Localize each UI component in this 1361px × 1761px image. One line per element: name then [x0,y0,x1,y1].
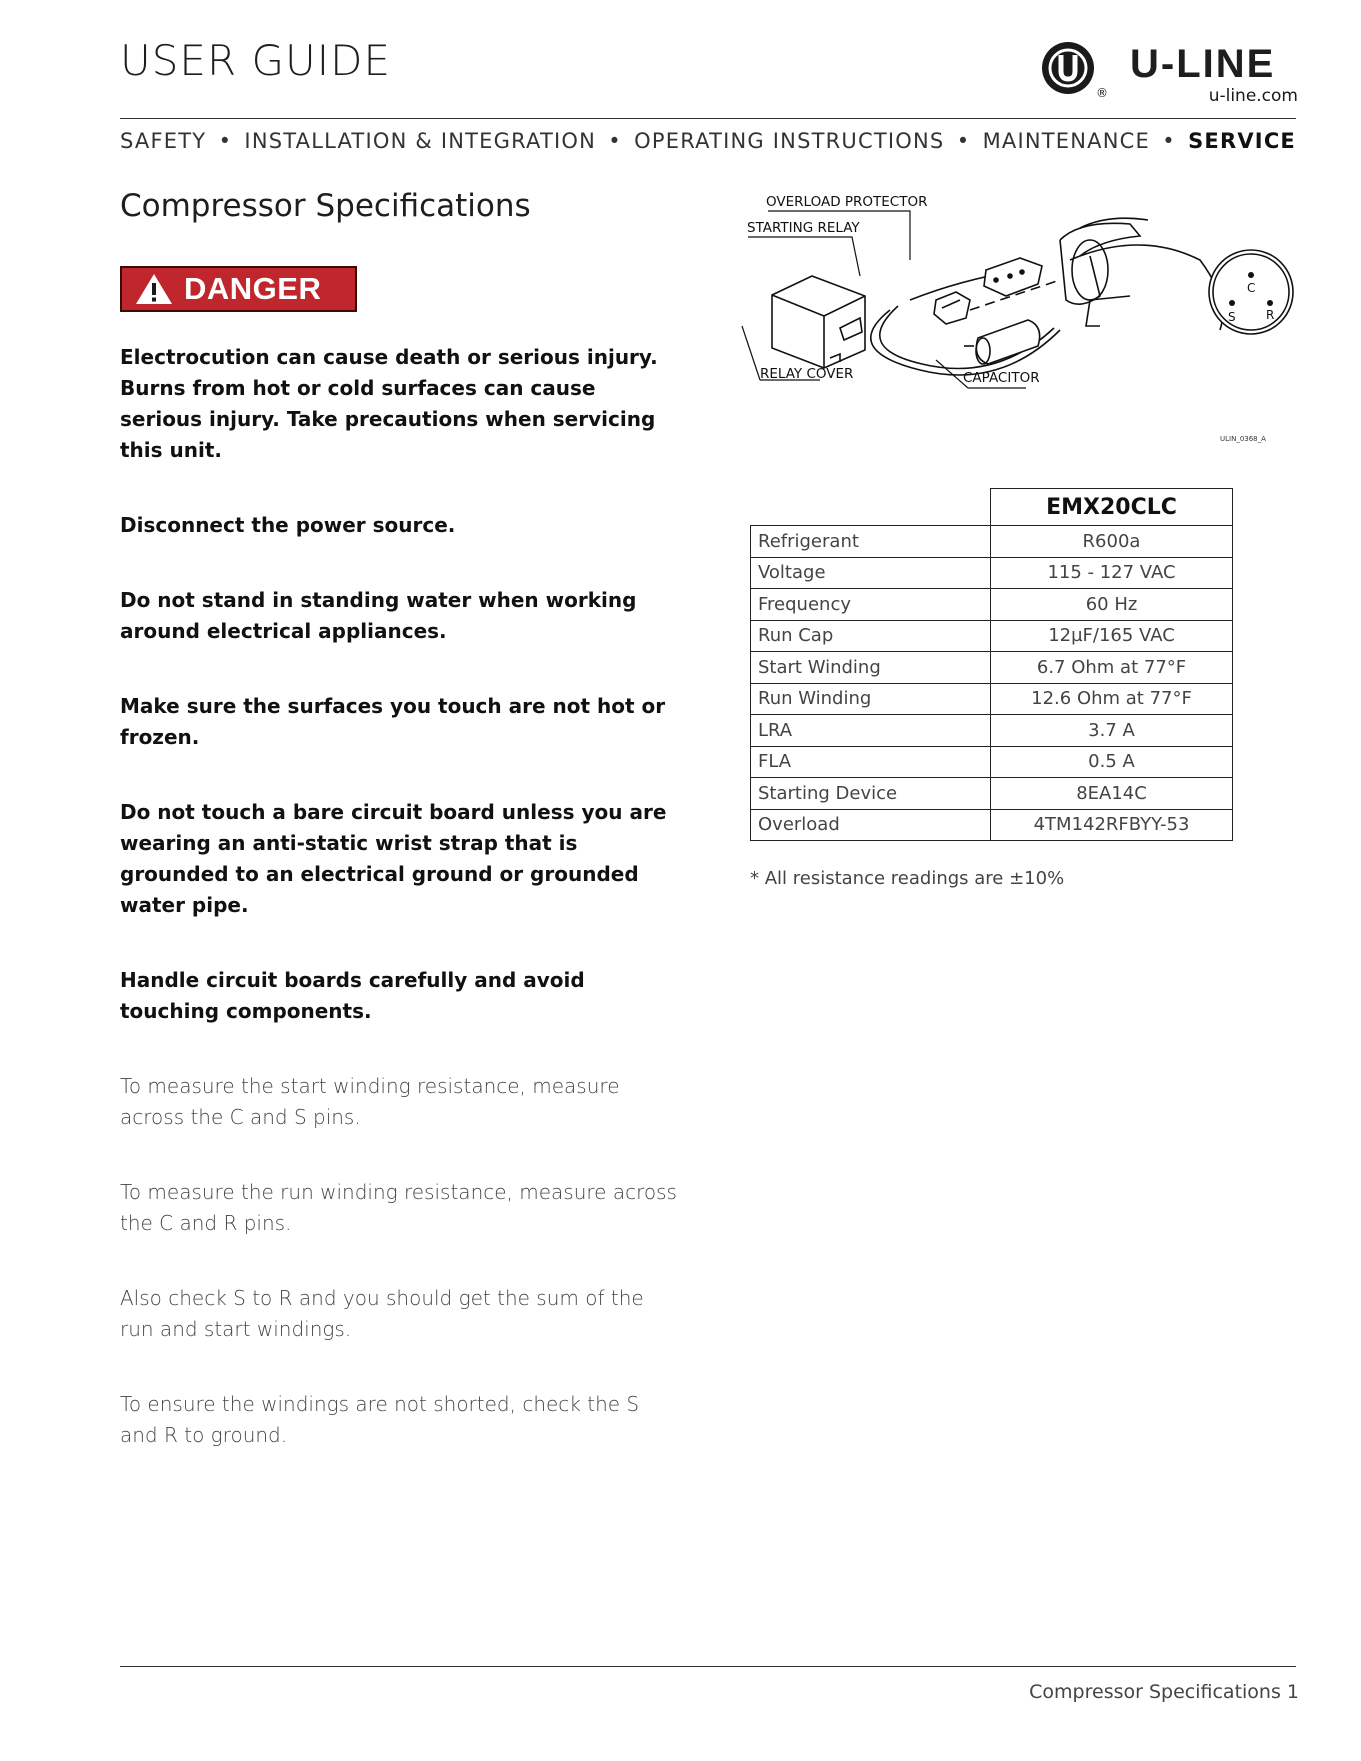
spec-label: Overload [751,809,991,841]
label-pin-c: C [1247,281,1256,295]
document-title: USER GUIDE [120,36,392,85]
table-row [751,809,1233,841]
table-corner [751,489,991,526]
table-row [751,589,1233,621]
nav-separator: • [608,129,622,153]
spec-label: Frequency [751,589,991,621]
warning-paragraph: Electrocution can cause death or serious injury. Burns from hot or cold surfaces can cause serious injury. Take precautions when servicing this unit. [120,345,658,462]
nav-separator: • [956,129,971,153]
section-title: Compressor Specifications [120,188,531,224]
compressor-spec-table [750,488,1233,841]
table-row [751,526,1233,558]
brand-logo[interactable] [1038,38,1298,112]
spec-label: FLA [751,746,991,778]
spec-label: Starting Device [751,778,991,810]
spec-value: 8EA14C [991,778,1233,810]
spec-label: Run Winding [751,683,991,715]
spec-value: 12µF/165 VAC [991,620,1233,652]
instruction-paragraph: To ensure the windings are not shorted, check the S and R to ground. [120,1392,640,1447]
label-relay-cover: RELAY COVER [760,366,854,382]
danger-label: DANGER [184,271,322,306]
table-row [751,620,1233,652]
section-nav [120,129,1296,153]
website-link[interactable]: u-line.com [1208,86,1298,106]
spec-value: 60 Hz [991,589,1233,621]
table-row [751,715,1233,747]
spec-label: Run Cap [751,620,991,652]
nav-item-maintenance[interactable]: MAINTENANCE [982,129,1150,153]
footer-page-label: Compressor Specifications 1 [1029,1681,1299,1703]
spec-value: 115 - 127 VAC [991,557,1233,589]
nav-item-installation[interactable]: INSTALLATION & INTEGRATION [244,129,597,153]
nav-item-safety[interactable]: SAFETY [120,129,207,153]
warning-paragraph: Make sure the surfaces you touch are not hot or frozen. [120,694,666,749]
spec-value: 12.6 Ohm at 77°F [991,683,1233,715]
nav-item-service[interactable]: SERVICE [1188,129,1296,153]
warning-paragraph: Do not stand in standing water when working around electrical appliances. [120,588,637,643]
instruction-paragraph: To measure the run winding resistance, measure across the C and R pins. [120,1180,677,1235]
label-capacitor: CAPACITOR [963,370,1040,386]
table-row [751,683,1233,715]
spec-value: 3.7 A [991,715,1233,747]
spec-label: Start Winding [751,652,991,684]
label-pin-s: S [1228,310,1236,324]
table-row [751,652,1233,684]
spec-value: 6.7 Ohm at 77°F [991,652,1233,684]
nav-separator: • [1162,129,1176,153]
warning-paragraph: Disconnect the power source. [120,513,456,537]
figure-id: ULIN_0368_A [1220,435,1266,443]
footer-divider [120,1666,1296,1667]
spec-label: Refrigerant [751,526,991,558]
safety-instructions [120,342,680,1495]
spec-value: 4TM142RFBYY-53 [991,809,1233,841]
u-line-logo-icon [1040,40,1096,96]
label-overload-protector: OVERLOAD PROTECTOR [766,194,928,210]
instruction-paragraph: To measure the start winding resistance, measure across the C and S pins. [120,1074,620,1129]
compressor-diagram [747,194,1300,460]
table-row [751,557,1233,589]
nav-separator: • [218,129,233,153]
header-divider [120,118,1296,119]
label-starting-relay: STARTING RELAY [747,220,860,236]
model-header: EMX20CLC [991,489,1233,526]
table-row [751,746,1233,778]
spec-value: 0.5 A [991,746,1233,778]
warning-paragraph: Do not touch a bare circuit board unless you are wearing an anti-static wrist strap that is grounded to an electrical ground or grounded water pipe. [120,800,667,917]
instruction-paragraph: Also check S to R and you should get the sum of the run and start windings. [120,1286,644,1341]
spec-label: Voltage [751,557,991,589]
resistance-note: * All resistance readings are ±10% [750,868,1065,889]
warning-triangle-icon [134,272,174,306]
spec-value: R600a [991,526,1233,558]
label-pin-r: R [1266,308,1275,322]
registered-mark: ® [1096,86,1108,100]
spec-label: LRA [751,715,991,747]
logo-wordmark: U-LINE [1130,42,1276,86]
nav-item-operating[interactable]: OPERATING INSTRUCTIONS [634,129,945,153]
danger-banner [120,266,357,312]
table-row [751,778,1233,810]
warning-paragraph: Handle circuit boards carefully and avoid touching components. [120,968,585,1023]
